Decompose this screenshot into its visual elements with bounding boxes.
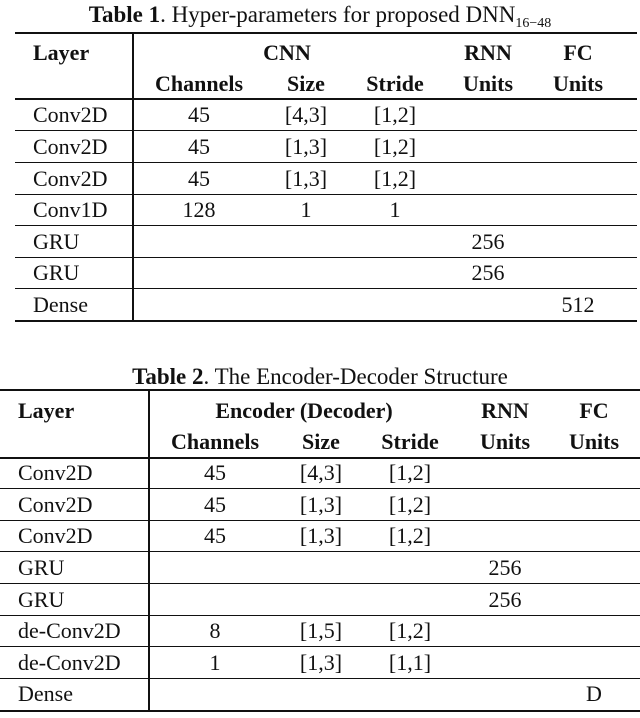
table2-row-rule — [0, 520, 640, 521]
table1-header-fc-top: FC — [563, 40, 593, 65]
table1-row2-channels: 45 — [188, 134, 210, 159]
table1-row3-size: [1,3] — [284, 166, 328, 191]
table2-row8-layer: Dense — [18, 681, 73, 706]
table2-row-rule — [0, 615, 640, 616]
table2-row7-stride: [1,1] — [388, 650, 432, 675]
table1-row2-stride: [1,2] — [373, 134, 417, 159]
table2-header-rnn-top: RNN — [481, 398, 529, 423]
table2-header-rule — [0, 457, 640, 459]
table2-row8-fc: D — [586, 681, 602, 706]
table1-row-rule — [15, 162, 637, 163]
table1-row-rule — [15, 130, 637, 131]
table2-header-layer: Layer — [18, 398, 75, 423]
table2-row7-size: [1,3] — [299, 650, 343, 675]
table1-row3-channels: 45 — [188, 166, 210, 191]
table2-row3-stride: [1,2] — [388, 523, 432, 548]
table2-header-size: Size — [302, 429, 340, 454]
table2-row6-layer: de-Conv2D — [18, 618, 121, 643]
table2-row1-channels: 45 — [204, 460, 226, 485]
table1-row-rule — [15, 225, 637, 226]
table1-header-layer: Layer — [33, 40, 90, 65]
table2-header-fc-bottom: Units — [568, 429, 620, 454]
table1-row3-stride: [1,2] — [373, 166, 417, 191]
table2-row3-size: [1,3] — [299, 523, 343, 548]
table2-row2-layer: Conv2D — [18, 492, 93, 517]
table2-row-rule — [0, 646, 640, 647]
table1-top-rule — [15, 32, 637, 34]
table1-caption-sub: 16−48 — [515, 16, 552, 31]
table1-header-rnn-bottom: Units — [462, 71, 514, 96]
table1-caption-sep: . — [160, 2, 166, 27]
table2-row6-channels: 8 — [209, 618, 221, 643]
table1-header-channels: Channels — [154, 71, 244, 96]
table1-caption — [0, 2, 640, 31]
table1-row4-layer: Conv1D — [33, 197, 108, 222]
table1-bottom-rule — [15, 320, 637, 322]
table1-row5-rnn: 256 — [471, 229, 505, 254]
table2-row2-size: [1,3] — [299, 492, 343, 517]
table2-row4-rnn: 256 — [488, 555, 522, 580]
table1-row4-channels: 128 — [182, 197, 216, 222]
table1-header-size: Size — [287, 71, 325, 96]
table1-row2-size: [1,3] — [284, 134, 328, 159]
table1-row2-layer: Conv2D — [33, 134, 108, 159]
table2-caption-text: The Encoder-Decoder Structure — [214, 364, 508, 389]
table1-row4-size: 1 — [300, 197, 312, 222]
table2-row1-layer: Conv2D — [18, 460, 93, 485]
table2-top-rule — [0, 389, 640, 391]
table2-row7-channels: 1 — [209, 650, 221, 675]
table2-header-group: Encoder (Decoder) — [215, 398, 393, 423]
table2-row7-layer: de-Conv2D — [18, 650, 121, 675]
table1-header-fc-bottom: Units — [552, 71, 604, 96]
table2-row5-rnn: 256 — [488, 587, 522, 612]
table1-row-rule — [15, 194, 637, 195]
table2-row6-stride: [1,2] — [388, 618, 432, 643]
table1-row1-channels: 45 — [188, 102, 210, 127]
table2-header-stride: Stride — [381, 429, 439, 454]
table2-row1-stride: [1,2] — [388, 460, 432, 485]
table2-row6-size: [1,5] — [299, 618, 343, 643]
table1-header-rule — [15, 98, 637, 100]
table2-row3-layer: Conv2D — [18, 523, 93, 548]
table2-caption-sep: . — [203, 364, 210, 389]
table1-row3-layer: Conv2D — [33, 166, 108, 191]
table1-row7-layer: Dense — [33, 292, 88, 317]
table1-header-group: CNN — [263, 40, 311, 65]
table1-row7-fc: 512 — [561, 292, 595, 317]
table2-caption — [0, 364, 640, 390]
table1-layer-divider — [132, 34, 134, 320]
table1-row4-stride: 1 — [389, 197, 401, 222]
table2-row3-channels: 45 — [204, 523, 226, 548]
table2-row-rule — [0, 488, 640, 489]
table1-row6-rnn: 256 — [471, 260, 505, 285]
table2-header-channels: Channels — [170, 429, 260, 454]
table1-row5-layer: GRU — [33, 229, 80, 254]
table2-row5-layer: GRU — [18, 587, 65, 612]
table2-header-rnn-bottom: Units — [479, 429, 531, 454]
table2-row1-size: [4,3] — [299, 460, 343, 485]
table1-row6-layer: GRU — [33, 260, 80, 285]
table1-row1-size: [4,3] — [284, 102, 328, 127]
table1-caption-label: Table 1 — [88, 2, 161, 27]
table2-bottom-rule — [0, 710, 640, 712]
table1-row1-layer: Conv2D — [33, 102, 108, 127]
table1-caption-text: Hyper-parameters for proposed DNN — [171, 2, 516, 27]
table1-row1-stride: [1,2] — [373, 102, 417, 127]
table2-caption-label: Table 2 — [132, 364, 204, 389]
table1-row-rule — [15, 288, 637, 289]
table2-row4-layer: GRU — [18, 555, 65, 580]
table2-header-fc-top: FC — [579, 398, 609, 423]
table2-row-rule — [0, 583, 640, 584]
table2-row-rule — [0, 551, 640, 552]
table2-row2-channels: 45 — [204, 492, 226, 517]
table2-row-rule — [0, 678, 640, 679]
table1-row-rule — [15, 257, 637, 258]
table2-row2-stride: [1,2] — [388, 492, 432, 517]
table1-header-rnn-top: RNN — [464, 40, 512, 65]
table1-header-stride: Stride — [366, 71, 424, 96]
